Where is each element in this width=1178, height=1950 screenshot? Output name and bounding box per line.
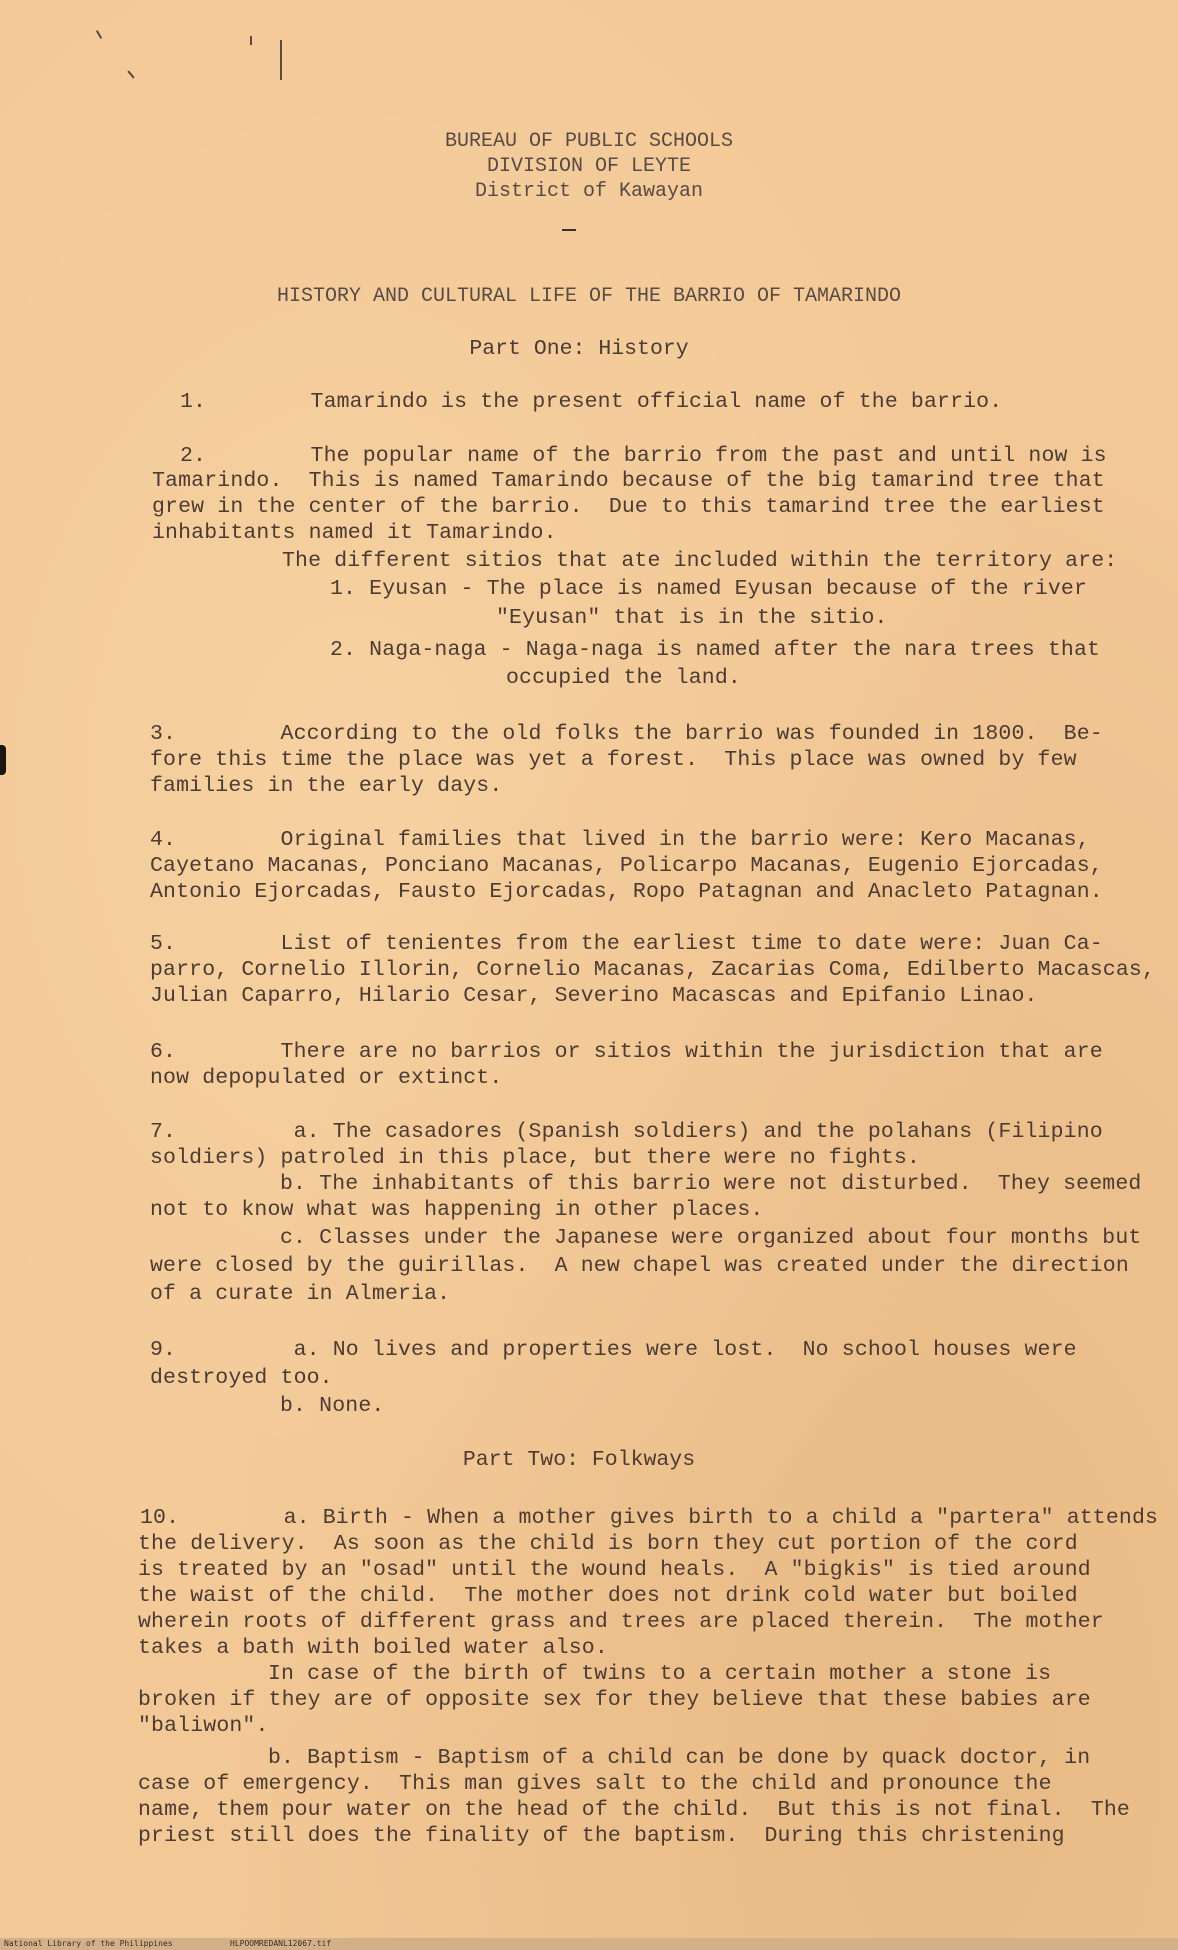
paper-speck: [280, 40, 282, 80]
text-line: In case of the birth of twins to a certain mother a stone is: [268, 1662, 1052, 1686]
scan-footer: [0, 1938, 1178, 1950]
text-line: priest still does the finality of the baptism. During this christening: [138, 1824, 1065, 1848]
text-line: inhabitants named it Tamarindo.: [152, 521, 557, 545]
text-line: wherein roots of different grass and trees are placed therein. The mother: [138, 1610, 1104, 1634]
text-line: Julian Caparro, Hilario Cesar, Severino Macascas and Epifanio Linao.: [150, 984, 1038, 1008]
text-line: 1. Eyusan - The place is named Eyusan because of the river: [330, 577, 1088, 601]
text-line: soldiers) patroled in this place, but there were no fights.: [150, 1146, 921, 1170]
text-line: "Eyusan" that is in the sitio.: [496, 606, 888, 630]
text-line: not to know what was happening in other places.: [150, 1198, 764, 1222]
text-line: takes a bath with boiled water also.: [138, 1636, 608, 1660]
text-line: 6. There are no barrios or sitios within the jurisdiction that are: [150, 1040, 1103, 1064]
text-line: The different sitios that ate included within the territory are:: [282, 549, 1118, 573]
text-line: the waist of the child. The mother does not drink cold water but boiled: [138, 1584, 1078, 1608]
text-line: of a curate in Almeria.: [150, 1282, 451, 1306]
paper-speck: [127, 70, 134, 78]
text-line: 3. According to the old folks the barrio was founded in 1800. Be-: [150, 722, 1103, 746]
text-line: 1. Tamarindo is the present official name of the barrio.: [180, 390, 1003, 414]
text-line: b. None.: [280, 1394, 385, 1418]
section-heading-part-two: Part Two: Folkways: [462, 1448, 696, 1472]
text-line: were closed by the guirillas. A new chapel was created under the direction: [150, 1254, 1129, 1278]
footer-filename: HLPOOMREDANL12067.tif: [230, 1939, 332, 1948]
header-district: District of Kawayan: [474, 180, 704, 203]
text-line: families in the early days.: [150, 774, 503, 798]
text-line: grew in the center of the barrio. Due to this tamarind tree the earliest: [152, 495, 1105, 519]
text-line: 5. List of tenientes from the earliest time to date were: Juan Ca-: [150, 932, 1103, 956]
text-line: case of emergency. This man gives salt to the child and pronounce the: [138, 1772, 1052, 1796]
text-line: fore this time the place was yet a forest. This place was owned by few: [150, 748, 1077, 772]
text-line: 10. a. Birth - When a mother gives birth to a child a "partera" attends: [140, 1506, 1159, 1530]
text-line: is treated by an "osad" until the wound heals. A "bigkis" is tied around: [138, 1558, 1091, 1582]
text-line: 4. Original families that lived in the barrio were: Kero Macanas,: [150, 828, 1090, 852]
paper-speck: [96, 30, 102, 39]
header-bureau: BUREAU OF PUBLIC SCHOOLS: [444, 130, 734, 153]
text-line: b. Baptism - Baptism of a child can be done by quack doctor, in: [268, 1746, 1091, 1770]
text-line: the delivery. As soon as the child is born they cut portion of the cord: [138, 1532, 1078, 1556]
header-divider: [562, 229, 576, 231]
section-heading-part-one: Part One: History: [469, 337, 689, 361]
text-line: destroyed too.: [150, 1366, 333, 1390]
text-line: 2. Naga-naga - Naga-naga is named after the nara trees that: [330, 638, 1101, 662]
text-line: Antonio Ejorcadas, Fausto Ejorcadas, Ropo Patagnan and Anacleto Patagnan.: [150, 880, 1103, 904]
text-line: b. The inhabitants of this barrio were not disturbed. They seemed: [280, 1172, 1142, 1196]
text-line: name, them pour water on the head of the child. But this is not final. The: [138, 1798, 1130, 1822]
text-line: now depopulated or extinct.: [150, 1066, 503, 1090]
document-title: HISTORY AND CULTURAL LIFE OF THE BARRIO OF TAMARINDO: [276, 285, 902, 308]
paper-speck: [250, 36, 252, 45]
text-line: 7. a. The casadores (Spanish soldiers) and the polahans (Filipino: [150, 1120, 1103, 1144]
header-division: DIVISION OF LEYTE: [486, 155, 692, 178]
text-line: 9. a. No lives and properties were lost. No school houses were: [150, 1338, 1077, 1362]
text-line: occupied the land.: [506, 666, 741, 690]
text-line: "baliwon".: [138, 1714, 269, 1738]
text-line: c. Classes under the Japanese were organized about four months but: [280, 1226, 1142, 1250]
text-line: Cayetano Macanas, Ponciano Macanas, Policarpo Macanas, Eugenio Ejorcadas,: [150, 854, 1103, 878]
binding-mark: [0, 745, 6, 775]
text-line: Tamarindo. This is named Tamarindo because of the big tamarind tree that: [152, 469, 1105, 493]
text-line: parro, Cornelio Illorin, Cornelio Macanas, Zacarias Coma, Edilberto Macascas,: [150, 958, 1156, 982]
footer-library: National Library of the Philippines: [4, 1939, 173, 1948]
text-line: broken if they are of opposite sex for they believe that these babies are: [138, 1688, 1091, 1712]
text-line: 2. The popular name of the barrio from the past and until now is: [180, 444, 1107, 468]
